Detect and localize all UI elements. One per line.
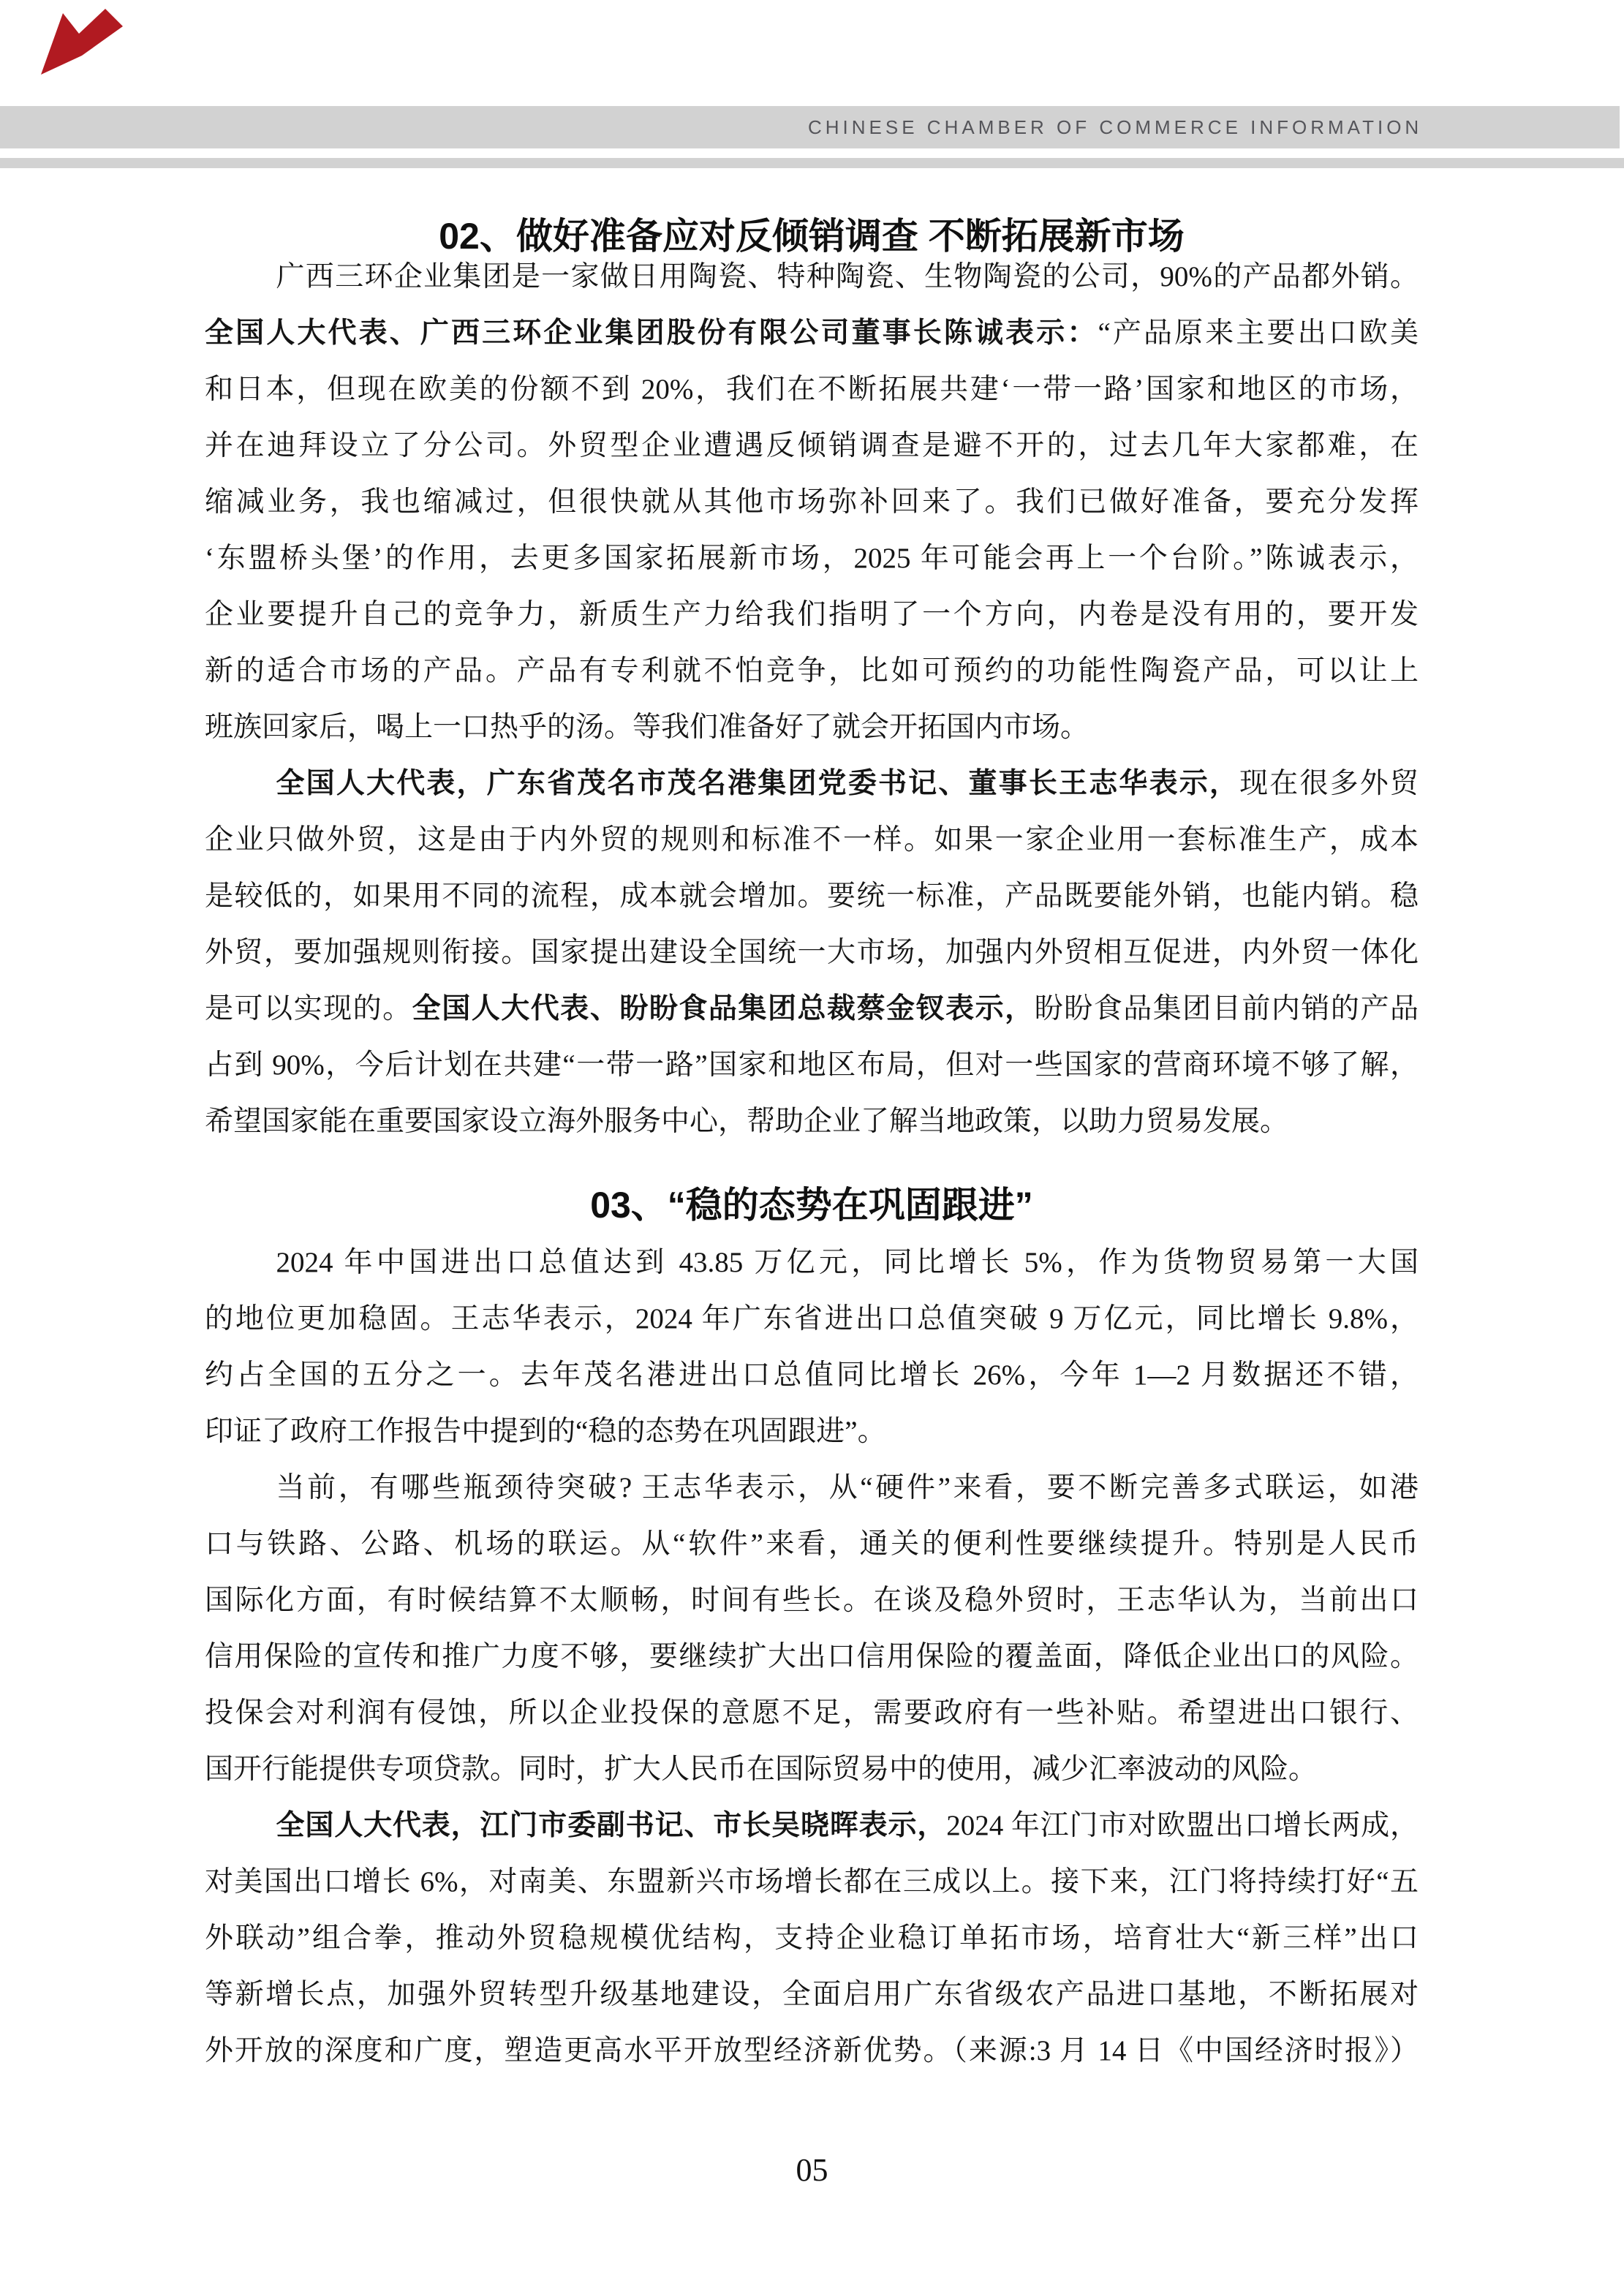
speaker-bold-text: 全国人大代表、广西三环企业集团股份有限公司董事长陈诚表示： [205, 317, 1098, 349]
text-line [205, 1347, 1419, 1403]
text-line [205, 249, 1419, 305]
speaker-bold-text: 全国人大代表，江门市委副书记、市长吴晓晖表示， [276, 1810, 947, 1841]
text-line [205, 924, 1419, 981]
body-text: 广西三环企业集团是一家做日用陶瓷、特种陶瓷、生物陶瓷的公司，90%的产品都外销。 [276, 261, 1419, 293]
text-line [205, 305, 1419, 361]
body-text: 对美国出口增长 6%，对南美、东盟新兴市场增长都在三成以上。接下来，江门将持续打好“五 [205, 1866, 1419, 1898]
body-text: 等新增长点，加强外贸转型升级基地建设，全面启用广东省级农产品进口基地，不断拓展对 [205, 1979, 1419, 2010]
body-text: 的地位更加稳固。王志华表示，2024 年广东省进出口总值突破 9 万亿元，同比增长 9.8%， [205, 1303, 1419, 1335]
body-text: “产品原来主要出口欧美 [1098, 317, 1419, 349]
speaker-bold-text: 全国人大代表、盼盼食品集团总裁蔡金钗表示， [412, 993, 1035, 1024]
body-text: 并在迪拜设立了分公司。外贸型企业遭遇反倾销调查是避不开的，过去几年大家都难，在 [205, 430, 1419, 461]
section-body-03 [205, 1234, 1419, 2079]
body-text: 现在很多外贸 [1239, 768, 1419, 799]
body-text: 信用保险的宣传和推广力度不够，要继续扩大出口信用保险的覆盖面，降低企业出口的风险。 [205, 1641, 1419, 1672]
text-line [205, 1516, 1419, 1572]
text-line [205, 981, 1419, 1037]
body-text: 是较低的，如果用不同的流程，成本就会增加。要统一标准，产品既要能外销，也能内销。稳 [205, 880, 1419, 912]
text-line [205, 1628, 1419, 1685]
body-text: 印证了政府工作报告中提到的“稳的态势在巩固跟进”。 [205, 1416, 886, 1447]
text-line [205, 1037, 1419, 1093]
text-line [205, 1234, 1419, 1291]
text-line [205, 1966, 1419, 2023]
red-corner-mark-icon [34, 4, 136, 78]
body-text: 占到 90%，今后计划在共建“一带一路”国家和地区布局，但对一些国家的营商环境不够了解， [205, 1049, 1419, 1081]
text-line [205, 586, 1419, 643]
body-text: 国际化方面，有时候结算不太顺畅，时间有些长。在谈及稳外贸时，王志华认为，当前出口 [205, 1585, 1419, 1616]
body-text: 希望国家能在重要国家设立海外服务中心，帮助企业了解当地政策，以助力贸易发展。 [205, 1106, 1289, 1137]
text-line [205, 1460, 1419, 1516]
body-text: 2024 年中国进出口总值达到 43.85 万亿元，同比增长 5%，作为货物贸易第一大国 [276, 1247, 1419, 1278]
text-line [205, 361, 1419, 418]
text-line [205, 530, 1419, 586]
header-banner-text: CHINESE CHAMBER OF COMMERCE INFORMATION [808, 116, 1423, 138]
text-line [205, 1741, 1419, 1797]
body-text: 外联动”组合拳，推动外贸稳规模优结构，支持企业稳订单拓市场，培育壮大“新三样”出口 [205, 1922, 1419, 1954]
text-line [205, 1403, 1419, 1460]
text-line [205, 1572, 1419, 1628]
body-text: 新的适合市场的产品。产品有专利就不怕竞争，比如可预约的功能性陶瓷产品，可以让上 [205, 655, 1419, 687]
text-line [205, 1685, 1419, 1741]
body-text: 班族回家后，喝上一口热乎的汤。等我们准备好了就会开拓国内市场。 [205, 712, 1089, 743]
body-text: 外贸，要加强规则衔接。国家提出建设全国统一大市场，加强内外贸相互促进，内外贸一体化 [205, 937, 1419, 968]
body-text: ‘东盟桥头堡’的作用，去更多国家拓展新市场，2025 年可能会再上一个台阶。”陈诚表示， [205, 543, 1419, 574]
body-text: 企业要提升自己的竞争力，新质生产力给我们指明了一个方向，内卷是没有用的，要开发 [205, 599, 1419, 630]
text-line [205, 1797, 1419, 1854]
text-line [205, 868, 1419, 924]
text-line [205, 1093, 1419, 1150]
body-text: 当前，有哪些瓶颈待突破? 王志华表示，从“硬件”来看，要不断完善多式联运，如港 [276, 1472, 1419, 1503]
body-text: 外开放的深度和广度，塑造更高水平开放型经济新优势。（来源:3 月 14 日《中国经济时报》） [205, 2035, 1419, 2067]
section-title-03: 03、“稳的态势在巩固跟进” [590, 1185, 1033, 1226]
body-text: 国开行能提供专项贷款。同时，扩大人民币在国际贸易中的使用，减少汇率波动的风险。 [205, 1754, 1318, 1785]
text-line [205, 1291, 1419, 1347]
body-text: 口与铁路、公路、机场的联运。从“软件”来看，通关的便利性要继续提升。特别是人民币 [205, 1528, 1419, 1560]
body-text: 和日本，但现在欧美的份额不到 20%，我们在不断拓展共建‘一带一路’国家和地区的市场， [205, 374, 1419, 405]
body-text: 企业只做外贸，这是由于内外贸的规则和标准不一样。如果一家企业用一套标准生产，成本 [205, 824, 1419, 856]
body-text: 是可以实现的。 [205, 993, 412, 1024]
body-text: 投保会对利润有侵蚀，所以企业投保的意愿不足，需要政府有一些补贴。希望进出口银行、 [205, 1697, 1419, 1729]
text-line [205, 755, 1419, 812]
body-text: 2024 年江门市对欧盟出口增长两成， [946, 1810, 1419, 1841]
section-body-02 [205, 249, 1419, 1150]
red-corner-mark-shape [41, 9, 123, 75]
section-title-02: 02、做好准备应对反倾销调查 不断拓展新市场 [439, 216, 1185, 257]
header-band [0, 106, 1620, 148]
text-line [205, 1910, 1419, 1966]
speaker-bold-text: 全国人大代表，广东省茂名市茂名港集团党委书记、董事长王志华表示， [276, 768, 1240, 799]
body-text: 缩减业务，我也缩减过，但很快就从其他市场弥补回来了。我们已做好准备，要充分发挥 [205, 486, 1419, 518]
text-line [205, 812, 1419, 868]
text-line [205, 474, 1419, 530]
text-line [205, 643, 1419, 699]
text-line [205, 1854, 1419, 1910]
body-text: 约占全国的五分之一。去年茂名港进出口总值同比增长 26%，今年 1—2 月数据还不错， [205, 1359, 1419, 1391]
header-band-thin [0, 158, 1624, 168]
text-line [205, 2023, 1419, 2079]
text-line [205, 418, 1419, 474]
body-text: 盼盼食品集团目前内销的产品 [1034, 993, 1419, 1024]
text-line [205, 699, 1419, 755]
page-number: 05 [796, 2152, 828, 2188]
